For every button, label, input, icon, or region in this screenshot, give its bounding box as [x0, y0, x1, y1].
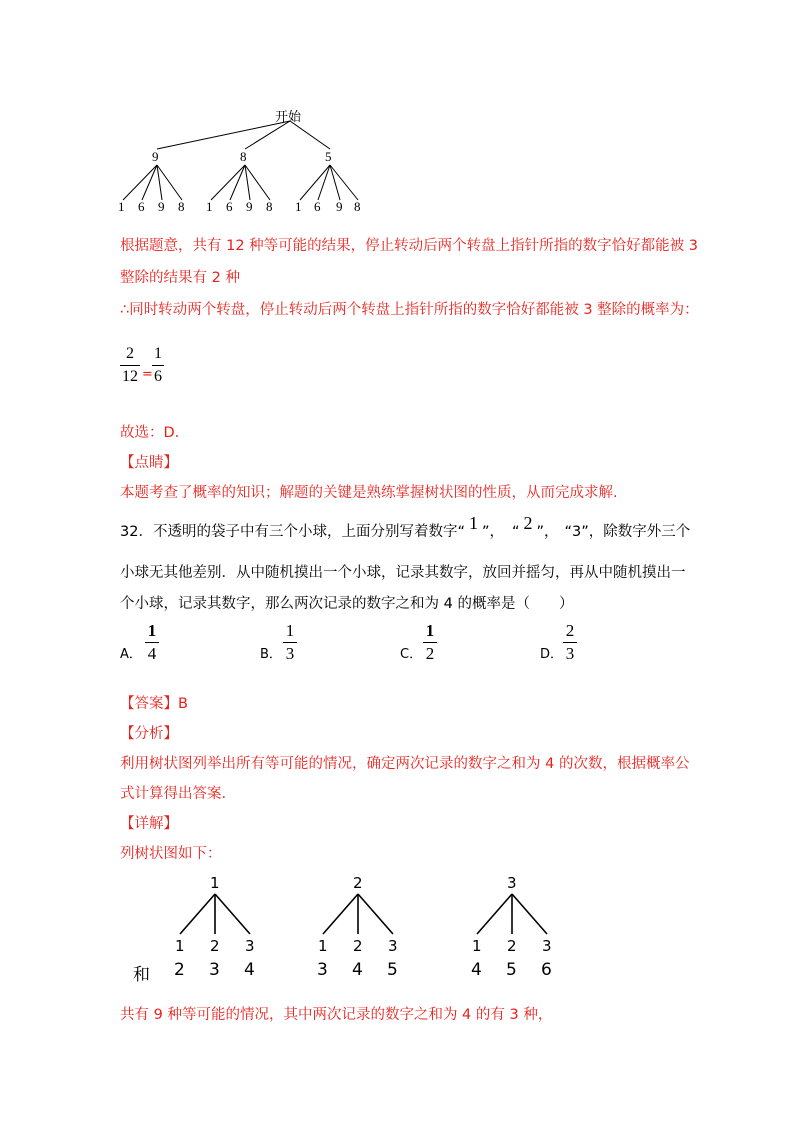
tree2-sum: 2 [174, 960, 185, 980]
tree1-leaf: 8 [266, 199, 273, 214]
fraction-denominator: 6 [154, 368, 162, 385]
fraction-numerator: 1 [285, 621, 295, 640]
option-c-label: C． [400, 647, 423, 662]
quote-open: “ [511, 524, 520, 540]
tree2-root: 2 [353, 874, 363, 892]
solution-line-3: ∴同时转动两个转盘，停止转动后两个转盘上指针所指的数字恰好都能被 3 整除的概率为： [120, 302, 699, 318]
tree2-sum: 3 [209, 960, 220, 980]
option-b-label: B． [260, 647, 282, 662]
fraction-denominator: 3 [285, 644, 295, 663]
tree2-sum: 4 [352, 960, 363, 980]
tree2-root: 3 [507, 874, 517, 892]
fraction-numerator: 2 [126, 345, 134, 362]
tree1-leaf: 9 [158, 199, 165, 214]
fraction-denominator: 3 [565, 644, 575, 663]
choose-answer: 故选：D. [120, 425, 180, 441]
tree2-branch: 1 [318, 937, 328, 955]
detail-tag: 【详解】 [120, 816, 178, 832]
tree2-root: 1 [210, 874, 220, 892]
quote-close: ”， [481, 524, 504, 540]
tree2-branch: 2 [210, 937, 220, 955]
question-32-line-2: 小球无其他差别．从中随机摸出一个小球，记录其数字，放回并摇匀，再从中随机摸出一 [120, 565, 686, 581]
fraction-denominator: 12 [122, 368, 138, 385]
tree2-sum: 4 [244, 960, 255, 980]
tree2-branch: 3 [542, 937, 552, 955]
detail-text: 列树状图如下： [120, 846, 222, 862]
tree1-leaf: 8 [354, 199, 361, 214]
tree1-leaf: 1 [295, 199, 302, 214]
tree2-sum: 5 [506, 960, 517, 980]
question-32-line-3: 个小球，记录其数字，那么两次记录的数字之和为 4 的概率是（ ） [120, 596, 574, 612]
comment-text: 本题考查了概率的知识；解题的关键是熟练掌握树状图的性质，从而完成求解. [120, 485, 618, 501]
question-text: 32．不透明的袋子中有三个小球，上面分别写着数字 [120, 524, 458, 540]
tree1-node: 5 [325, 149, 332, 164]
sum-label: 和 [133, 965, 150, 985]
tree1-leaf: 6 [138, 199, 145, 214]
fraction-denominator: 2 [425, 644, 435, 663]
analysis-tag: 【分析】 [120, 726, 178, 742]
question-text: “3”，除数字外三个 [564, 524, 691, 540]
number-2: 2 [523, 513, 533, 533]
option-d-label: D． [540, 647, 564, 662]
answer-line: 【答案】B [120, 696, 188, 712]
tree1-leaf: 1 [206, 199, 213, 214]
tree1-leaf: 8 [178, 199, 185, 214]
tree2-sum: 5 [387, 960, 398, 980]
tree1-leaf: 9 [246, 199, 253, 214]
tree2-sum: 3 [317, 960, 328, 980]
equals-sign: = [142, 367, 153, 382]
tree2-branch: 2 [353, 937, 363, 955]
option-a-label: A． [120, 647, 142, 662]
analysis-line-2: 式计算得出答案. [120, 786, 227, 802]
tree1-leaf: 6 [226, 199, 233, 214]
fraction-numerator: 1 [154, 345, 162, 362]
fraction-numerator: 1 [425, 621, 435, 640]
tree1-node: 8 [240, 149, 247, 164]
tree2-branch: 3 [388, 937, 398, 955]
tree2-sum: 4 [471, 960, 482, 980]
tree1-node: 9 [152, 149, 159, 164]
comment-tag: 【点睛】 [120, 455, 178, 471]
final-statement: 共有 9 种等可能的情况，其中两次记录的数字之和为 4 的有 3 种， [120, 1007, 553, 1023]
quote-close: ”， [536, 524, 559, 540]
tree2-sum: 6 [541, 960, 552, 980]
tree1-leaf: 6 [314, 199, 321, 214]
tree2-branch: 3 [245, 937, 255, 955]
tree1-root: 开始 [275, 110, 302, 125]
quote-open: “ [457, 524, 465, 540]
tree2-branch: 1 [472, 937, 482, 955]
fraction-numerator: 1 [147, 621, 157, 640]
analysis-line-1: 利用树状图列举出所有等可能的情况，确定两次记录的数字之和为 4 的次数，根据概率公 [120, 756, 690, 772]
fraction-numerator: 2 [565, 621, 575, 640]
tree2-branch: 2 [507, 937, 517, 955]
tree2-branch: 1 [175, 937, 185, 955]
solution-line-2: 整除的结果有 2 种 [120, 270, 240, 286]
tree1-leaf: 1 [118, 199, 125, 214]
number-1: 1 [468, 513, 478, 533]
fraction-denominator: 4 [147, 644, 157, 663]
solution-line-1: 根据题意，共有 12 种等可能的结果，停止转动后两个转盘上指针所指的数字恰好都能被 3 [120, 238, 698, 254]
tree1-leaf: 9 [336, 199, 343, 214]
